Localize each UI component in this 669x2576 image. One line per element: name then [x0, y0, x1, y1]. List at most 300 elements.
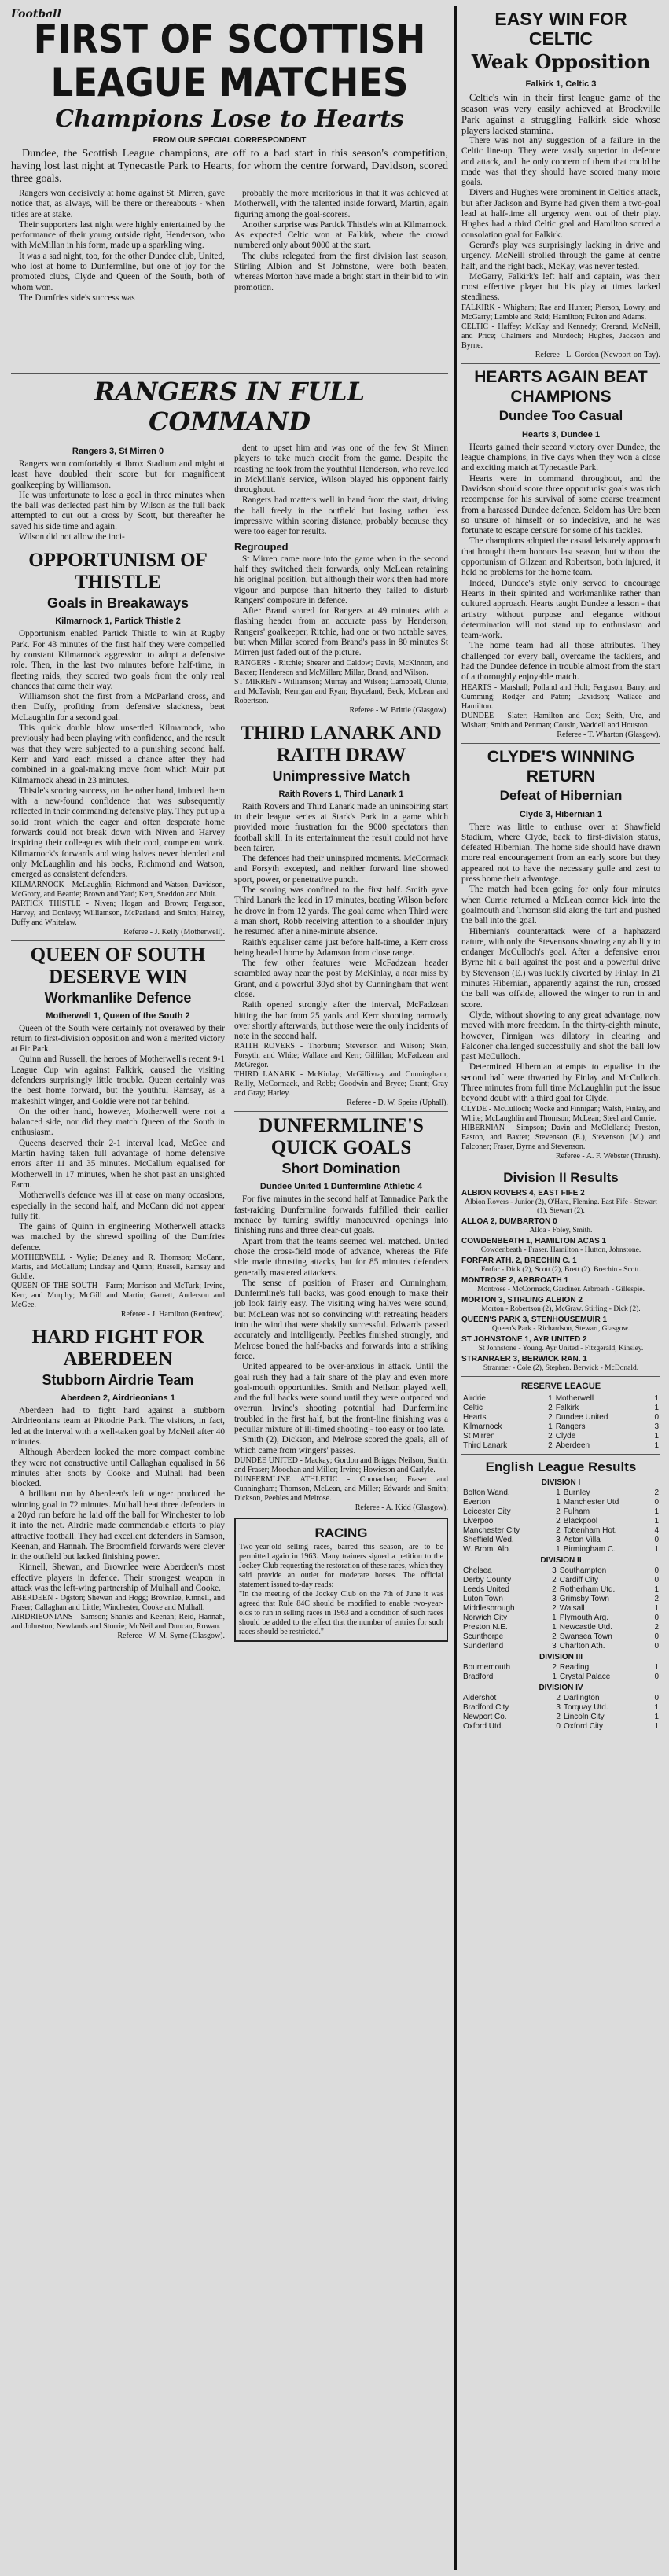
score-cell: 2 — [552, 1603, 557, 1613]
team-cell: Torquay Utd. — [563, 1702, 608, 1712]
rangers-para: He was unfortunate to lose a goal in three minutes when the ball was deflected past him by Wilson as the full back attempted to cut out a cross by Scott, but thereafter he saved his side time and again. — [11, 490, 225, 532]
team-cell: Leeds United — [463, 1584, 509, 1594]
score-cell: 2 — [556, 1507, 561, 1516]
aberdeen-referee: Referee - W. M. Syme (Glasgow). — [117, 1632, 225, 1641]
dunfermline-teams: DUNDEE UNITED - Mackay; Gordon and Briggs; Neilson, Smith, and Fraser; Moochan and Miller; Irvine; Howieson and Carlyle. — [234, 1455, 448, 1474]
table-row — [461, 1722, 660, 1731]
team-cell: Aberdeen — [555, 1441, 590, 1450]
team-cell: Burnley — [563, 1488, 590, 1497]
team-cell: Falkirk — [555, 1403, 579, 1412]
result-scorers: Forfar - Dick (2), Scott (2), Brett (2). Brechin - Scott. — [480, 1265, 641, 1274]
team-cell: Dundee United — [555, 1412, 608, 1422]
result-line: ALLOA 2, DUMBARTON 0 — [461, 1216, 557, 1226]
result-row — [461, 1296, 660, 1314]
hearts-teams: HEARTS - Marshall; Polland and Holt; Ferguson, Barry, and Cumming; Rodger and Paton; Davidson; Wallace and Hamilton. — [461, 683, 660, 711]
table-row — [461, 1595, 660, 1604]
score-cell: 2 — [654, 1594, 659, 1603]
celtic-teams: FALKIRK - Whigham; Rae and Hunter; Pierson, Lowry, and McGarry; Lambie and Reid; Hamilton; Fulton and Adams. — [461, 303, 660, 322]
score-cell: 2 — [654, 1488, 659, 1497]
raith-referee: Referee - D. W. Speirs (Uphall). — [347, 1098, 448, 1108]
result-line: ALBION ROVERS 4, EAST FIFE 2 — [461, 1188, 585, 1198]
team-cell: Airdrie — [463, 1393, 486, 1403]
score-cell: 4 — [654, 1525, 659, 1535]
team-cell: Reading — [559, 1662, 590, 1672]
left-column-area — [11, 20, 448, 2568]
result-row — [461, 1237, 660, 1255]
score-cell: 2 — [548, 1412, 553, 1422]
score-cell: 1 — [552, 1613, 557, 1622]
hearts-score: Hearts 3, Dundee 1 — [521, 429, 601, 440]
team-cell: Southampton — [559, 1566, 607, 1575]
team-cell: Sunderland — [463, 1641, 504, 1650]
celtic-teams: CELTIC - Haffey; McKay and Kennedy; Crerand, McNeill, and Price; Chalmers and Murdoch; Hughes, Jackson and Byrne. — [461, 322, 660, 350]
team-cell: Derby County — [463, 1575, 512, 1584]
aberdeen-para: Aberdeen had to fight hard against a stubborn Airdrieonians team at Pittodrie Park. The visitors, in fact, led at the interval with a well-taken goal by McNeil after 40 minutes. — [11, 1406, 225, 1447]
div2-results — [461, 1189, 660, 1373]
team-cell: Preston N.E. — [463, 1622, 508, 1632]
team-cell: Fulham — [563, 1507, 590, 1516]
clyde-headline: CLYDE'S WINNING RETURN — [487, 747, 635, 786]
score-cell: 3 — [556, 1702, 561, 1712]
team-cell: Tottenham Hot. — [563, 1525, 617, 1535]
score-cell: 0 — [654, 1566, 659, 1575]
main-para: It was a sad night, too, for the other Dundee club, United, who lost at home to Dunfermline, but one of joy for the promoted clubs, Clyde and Queen of the South, both of whom won. — [11, 251, 225, 293]
team-cell: Grimsby Town — [559, 1594, 609, 1603]
team-cell: Newport Co. — [463, 1712, 507, 1721]
english-headline: English League Results — [485, 1459, 637, 1474]
team-cell: Charlton Ath. — [559, 1641, 605, 1650]
score-cell: 3 — [552, 1641, 557, 1650]
score-cell: 1 — [654, 1441, 659, 1450]
celtic-score: Falkirk 1, Celtic 3 — [525, 79, 597, 89]
team-cell: Manchester Utd — [563, 1497, 619, 1507]
score-cell: 1 — [548, 1393, 553, 1403]
result-line: MONTROSE 2, ARBROATH 1 — [461, 1275, 569, 1285]
table-row — [461, 1614, 660, 1623]
celtic-para: There was not any suggestion of a failure in the Celtic line-up. They were vastly superior in defence and attack, and the only concern of them that could be made was that they should have scored many more goals. — [461, 136, 660, 188]
score-cell: 3 — [552, 1566, 557, 1575]
score-cell: 1 — [654, 1702, 659, 1712]
team-cell: Everton — [463, 1497, 491, 1507]
score-cell: 0 — [654, 1497, 659, 1507]
english-div2-title: DIVISION II — [540, 1555, 582, 1565]
english-div1-title: DIVISION I — [541, 1478, 581, 1487]
dunfermline-para: Apart from that the teams seemed well matched. United chose the cross-field mode of advance, whereas the Fife side made thrusting attacks, but for 85 minutes defenders generally mastered attackers. — [234, 1236, 448, 1278]
aberdeen-para: Kinnell, Shewan, and Brownlee were Aberdeen's most effective players in defence. Their strongest weapon in attack was the left-wing partnership of Mulhall and Cooke. — [11, 1562, 225, 1594]
raith-para: Raith's equaliser came just before half-time, a Kerr cross being headed home by Adamson from close range. — [234, 937, 448, 958]
score-cell: 0 — [654, 1672, 659, 1681]
racing-box — [234, 1518, 448, 1642]
score-cell: 1 — [548, 1422, 553, 1431]
score-cell: 3 — [556, 1535, 561, 1544]
thistle-teams: KILMARNOCK - McLaughlin; Richmond and Watson; Davidson, McGrory, and Beattie; Brown and Yard; Kerr, Sneddon and Muir. — [11, 880, 225, 899]
queen-teams: QUEEN OF THE SOUTH - Farm; Morrison and McTurk; Irvine, Kerr, and Murphy; McGill and Martin; Garrett, Anderson and McGee. — [11, 1282, 225, 1310]
queen-para: Motherwell's defence was ill at ease on many occasions, especially in the second half, and McCann did not appear fully fit. — [11, 1190, 225, 1221]
table-row — [461, 1545, 660, 1555]
racing-para: "In the meeting of the Jockey Club on the 7th of June it was agreed that Rule 84C should be modified to enable two-year-olds to run in selling races in 1963 and a condition of such races should be added to the effect that the number of entries for such races should be restricted." — [239, 1589, 443, 1636]
main-intro: Dundee, the Scottish League champions, are off to a bad start in this season's competition, having lost last night at Tynecastle Park to Hearts, for whom the centre forward, Davidson, scored three goals. — [11, 148, 448, 185]
queen-teams: MOTHERWELL - Wylie; Delaney and R. Thomson; McCann, Martis, and McCallum; Lindsay and Quinn; Russell, Ramsay and Goldie. — [11, 1253, 225, 1282]
clyde-para: Clyde, without showing to any great advantage, now moved with more freedom. In the thirty-eighth minute, however, Finnigan was dilatory in clearing and Falconer challenged successfully and shot the ball low past McCulloch. — [461, 1010, 660, 1062]
aberdeen-headline: HARD FIGHT FOR ABERDEEN — [31, 1327, 204, 1371]
score-cell: 1 — [654, 1516, 659, 1525]
result-line: QUEEN'S PARK 3, STENHOUSEMUIR 1 — [461, 1315, 607, 1324]
score-cell: 2 — [556, 1525, 561, 1535]
table-row — [461, 1703, 660, 1713]
main-deck: Champions Lose to Hearts — [55, 105, 404, 133]
score-cell: 2 — [548, 1403, 553, 1412]
score-cell: 1 — [654, 1584, 659, 1594]
table-row — [461, 1404, 660, 1413]
team-cell: Kilmarnock — [463, 1422, 502, 1431]
team-cell: Swansea Town — [559, 1632, 612, 1641]
thistle-para: Opportunism enabled Partick Thistle to win at Rugby Park. For 43 minutes of the first half they were compelled by constant Kilmarnock aggression to adopt a defensive role. Then, in the last two minutes before half-time, in fleeting raids, they scored two goals from the only real chances that came their way. — [11, 629, 225, 691]
team-cell: Aston Villa — [563, 1535, 601, 1544]
dunfermline-para: The sense of position of Fraser and Cunningham, Dunfermline's full backs, was good enough to make their job look fairly easy. The visiting wing halves were sound, but McLean was not so convincing with retreating headers into the wind that were shakily successful. Edwards passed accurately and intelligently. Peebles finished strongly, and Melrose boned the half-backs and forwards into a striking force. — [234, 1278, 448, 1361]
racing-headline: RACING — [314, 1525, 368, 1540]
result-line: ST JOHNSTONE 1, AYR UNITED 2 — [461, 1334, 587, 1344]
team-cell: Aldershot — [463, 1693, 497, 1702]
dunfermline-teams: DUNFERMLINE ATHLETIC - Connachan; Fraser and Cunningham; Thomson, McLean, and Miller; Edwards and Smith; Dickson, Peebles and Melrose. — [234, 1474, 448, 1503]
clyde-teams: CLYDE - McCulloch; Wocke and Finnigan; Walsh, Finlay, and White; McLaughlin and Thomson; McLean; Steel and Currie. — [461, 1104, 660, 1123]
rangers-para: Rangers won comfortably at Ibrox Stadium and might at least have doubled their score but for magnificent goalkeeping by Williamson. — [11, 459, 225, 490]
divider — [461, 743, 660, 744]
table-row — [461, 1585, 660, 1595]
score-cell: 1 — [654, 1431, 659, 1441]
raith-score: Raith Rovers 1, Third Lanark 1 — [278, 789, 404, 799]
team-cell: Bradford — [463, 1672, 494, 1681]
rangers-score: Rangers 3, St Mirren 0 — [72, 447, 164, 456]
result-row — [461, 1257, 660, 1275]
result-line: STRANRAER 3, BERWICK RAN. 1 — [461, 1354, 587, 1363]
table-row — [461, 1441, 660, 1451]
score-cell: 1 — [654, 1603, 659, 1613]
main-headline: FIRST OF SCOTTISH LEAGUE MATCHES — [33, 20, 426, 106]
score-cell: 1 — [552, 1672, 557, 1681]
rangers-para: Rangers had matters well in hand from the start, driving the ball freely in the outfield but losing rather less impressive within scoring distance, probably because they were too eager for results. — [234, 495, 448, 537]
celtic-headline: EASY WIN FOR CELTIC — [494, 9, 627, 49]
score-cell: 0 — [654, 1632, 659, 1641]
table-row — [461, 1604, 660, 1614]
team-cell: Blackpool — [563, 1516, 598, 1525]
queen-score: Motherwell 1, Queen of the South 2 — [46, 1010, 190, 1021]
clyde-para: Determined Hibernian attempts to equalise in the second half were thwarted by Finlay and McCulloch. Three minutes from full time McLaughlin put the issue beyond doubt with a third goal for Clyde. — [461, 1062, 660, 1104]
score-cell: 0 — [654, 1535, 659, 1544]
thistle-subhead: Goals in Breakaways — [46, 595, 189, 612]
divider — [461, 1454, 660, 1455]
thistle-teams: PARTICK THISTLE - Niven; Hogan and Brown; Ferguson, Harvey, and Donlevy; Williamson, McParland, and Smith; Hainey, Duffy and Whitelaw. — [11, 899, 225, 927]
aberdeen-teams: AIRDRIEONIANS - Samson; Shanks and Keenan; Reid, Hannah, and Johnston; Newlands and Storrie; McNeil and Duncan, Rowan. — [11, 1613, 225, 1632]
lower-area — [11, 443, 448, 2441]
result-line: COWDENBEATH 1, HAMILTON ACAS 1 — [461, 1236, 607, 1246]
result-scorers: Cowdenbeath - Fraser. Hamilton - Hutton, Johnstone. — [480, 1246, 641, 1254]
clyde-referee: Referee - A. F. Webster (Thrush). — [555, 1151, 660, 1161]
main-byline: FROM OUR SPECIAL CORRESPONDENT — [153, 136, 307, 145]
aberdeen-subhead: Stubborn Airdrie Team — [42, 1372, 194, 1389]
dunfermline-score: Dundee United 1 Dunfermline Athletic 4 — [259, 1182, 423, 1192]
table-row — [461, 1642, 660, 1651]
rangers-para: Wilson did not allow the inci- — [19, 532, 125, 543]
clyde-para: The match had been going for only four minutes when Currie returned a McLean corner kick into the goalmouth and Thomson slid along the turf and pushed the ball into the goal. — [461, 885, 660, 926]
result-row — [461, 1335, 660, 1353]
team-cell: Luton Town — [463, 1594, 503, 1603]
queen-headline: QUEEN OF SOUTH DESERVE WIN — [30, 944, 206, 988]
team-cell: Newcastle Utd. — [559, 1622, 612, 1632]
team-cell: Celtic — [463, 1403, 483, 1412]
hearts-teams: DUNDEE - Slater; Hamilton and Cox; Seith, Ure, and Wishart; Smith and Penman; Cousin, Waddell and Houston. — [461, 711, 660, 730]
score-cell: 2 — [548, 1441, 553, 1450]
rangers-referee: Referee - W. Brittle (Glasgow). — [349, 705, 448, 715]
main-col-1 — [11, 189, 225, 304]
celtic-referee: Referee - L. Gordon (Newport-on-Tay). — [535, 350, 660, 359]
table-row — [461, 1536, 660, 1545]
team-cell: Rangers — [555, 1422, 586, 1431]
result-row — [461, 1316, 660, 1334]
clyde-subhead: Defeat of Hibernian — [499, 787, 623, 803]
raith-para: Raith opened strongly after the interval, McFadzean hitting the bar from 25 yards and Kerr shooting narrowly over shortly afterwards, but those were the only incidents of note in the second half. — [234, 1000, 448, 1042]
english-div3-table — [461, 1663, 660, 1682]
team-cell: Walsall — [559, 1603, 585, 1613]
result-scorers: Alloa - Foley, Smith. — [529, 1226, 593, 1235]
team-cell: Cardiff City — [559, 1575, 599, 1584]
table-row — [461, 1713, 660, 1722]
table-row — [461, 1576, 660, 1585]
table-row — [461, 1632, 660, 1642]
hearts-subhead: Dundee Too Casual — [498, 407, 623, 423]
score-cell: 2 — [552, 1632, 557, 1641]
score-cell: 2 — [556, 1693, 561, 1702]
score-cell: 1 — [654, 1403, 659, 1412]
divider — [234, 1111, 448, 1112]
lower-col-2 — [234, 443, 448, 1647]
score-cell: 1 — [556, 1488, 561, 1497]
table-row — [461, 1623, 660, 1632]
raith-headline: THIRD LANARK AND RAITH DRAW — [241, 722, 442, 766]
team-cell: Hearts — [463, 1412, 487, 1422]
main-para: The clubs relegated from the first division last season, Stirling Albion and St Johnstone, were both beaten, whereas Morton have made a bright start in their bid to win promotion. — [234, 251, 448, 293]
result-scorers: St Johnstone - Young. Ayr United - Fitzgerald, Kinsley. — [478, 1344, 644, 1352]
table-row — [461, 1694, 660, 1703]
team-cell: Scunthorpe — [463, 1632, 504, 1641]
hearts-para: Indeed, Dundee's style only served to encourage Hearts in their spirited and workmanlike rather than cultured approach. Hearts taught Dundee a lesson - that artistry without purpose and elegance without determination will not stand up to enthusiasm and team-work. — [461, 578, 660, 641]
result-row — [461, 1276, 660, 1294]
lower-col-1 — [11, 443, 225, 1641]
score-cell: 2 — [556, 1712, 561, 1721]
raith-para: The defences had their uninspired moments. McCormack and Forsyth excepted, and neither forward line showed sport, power, or penetrative punch. — [234, 854, 448, 885]
thistle-para: Williamson shot the first from a McParland cross, and then Duffy, profiting from defensive slackness, beat McLaughlin for a second goal. — [11, 692, 225, 723]
score-cell: 1 — [654, 1662, 659, 1672]
aberdeen-score: Aberdeen 2, Airdrieonians 1 — [61, 1393, 175, 1404]
score-cell: 0 — [654, 1575, 659, 1584]
raith-para: The scoring was confined to the first half. Smith gave Third Lanark the lead in 17 minutes, beating Wilson before he drove in from 12 yards. The goal came when Third were a man short, Robb receiving attention to a shoulder injury he resumed after a nine-minute absence. — [234, 885, 448, 937]
rangers-subhead: Regrouped — [234, 540, 289, 553]
dunfermline-referee: Referee - A. Kidd (Glasgow). — [355, 1503, 448, 1512]
clyde-score: Clyde 3, Hibernian 1 — [519, 809, 603, 819]
queen-subhead: Workmanlike Defence — [44, 989, 192, 1006]
result-row — [461, 1217, 660, 1235]
main-para: probably the more meritorious in that it was achieved at Motherwell, with the talented inside forward, Martin, again figuring among the goal-scorers. — [234, 189, 448, 219]
table-row — [461, 1489, 660, 1498]
rangers-para: dent to upset him and was one of the few St Mirren players to take much credit from the game. Despite the roasting he took from the youthful Henderson, who revelled in McMillan's service, Wilson played his opponent fairly throughout. — [234, 443, 448, 495]
team-cell: Sheffield Wed. — [463, 1535, 514, 1544]
team-cell: Middlesbrough — [463, 1603, 515, 1613]
celtic-para: Divers and Hughes were prominent in Celtic's attack, but after Jackson and Byrne had given them a two-goal lead at half-time all urgency went out of their play. Hughes had a third Celtic goal and Hamilton scored a consolation goal for Falkirk. — [461, 188, 660, 240]
team-cell: Leicester City — [463, 1507, 511, 1516]
main-para: Rangers won decisively at home against St. Mirren, gave notice that, as always, will be there or thereabouts - when titles are at stake. — [11, 189, 225, 219]
table-row — [461, 1507, 660, 1517]
thistle-para: Thistle's scoring success, on the other hand, imbued them with a new-found confidence that was subsequently reflected in their commanding defensive play. They put up a solid front which the eager and often desperate home forwards could not break down with Niven and Harvey inspiring their colleagues with their cool, competent work. Kilmarnock's forwards and wing halves never blended and only McLaughlin and his backs, Richmond and Watson, emerged as consistent defenders. — [11, 786, 225, 880]
team-cell: Darlington — [563, 1693, 600, 1702]
team-cell: Bournemouth — [463, 1662, 511, 1672]
table-row — [461, 1432, 660, 1441]
result-line: MORTON 3, STIRLING ALBION 2 — [461, 1295, 583, 1305]
score-cell: 2 — [556, 1516, 561, 1525]
clyde-para: Hibernian's counterattack were of a haphazard nature, with only the Stevensons showing any ability to endanger McCulloch's goal. After a defensive error Byrne hit a ball against the post and a powerful drive by Stevenson (E.) was luckily diverted by Finlay. In 21 minutes Hibernian, apparently against the run, crossed the ball was offside, allowed the winger to run in and score. — [461, 926, 660, 1010]
section-label: Football — [11, 8, 61, 20]
score-cell: 3 — [552, 1594, 557, 1603]
english-div4-title: DIVISION IV — [539, 1683, 583, 1692]
score-cell: 2 — [552, 1662, 557, 1672]
english-div1-table — [461, 1489, 660, 1555]
table-row — [461, 1663, 660, 1673]
raith-teams: RAITH ROVERS - Thorburn; Stevenson and Wilson; Stein, Forsyth, and White; Wallace and Kerr; Gilfillan; McFadzean and McGregor. — [234, 1042, 448, 1070]
team-cell: Crystal Palace — [559, 1672, 611, 1681]
right-column — [454, 6, 660, 2570]
team-cell: Oxford City — [563, 1721, 603, 1731]
team-cell: Liverpool — [463, 1516, 495, 1525]
team-cell: Manchester City — [463, 1525, 520, 1535]
celtic-subhead: Weak Opposition — [471, 50, 651, 73]
table-row — [461, 1394, 660, 1404]
reserve-headline: RESERVE LEAGUE — [520, 1381, 601, 1391]
dunfermline-para: For five minutes in the second half at Tannadice Park the fast-raiding Dunfermline forwards fulfilled their earlier menace by turning swiftly manoeuvred openings into finishing runs and three clear-cut goals. — [234, 1194, 448, 1236]
reserve-table — [461, 1394, 660, 1451]
score-cell: 0 — [556, 1721, 561, 1731]
aberdeen-para: A brilliant run by Aberdeen's left winger produced the winning goal in 72 minutes. Mulhall beat three defenders in a 20yd run before he laid off the ball for Winchester to lob it into the net. Airdrie made commendable efforts to play attractive football. They had excellent defenders in Samson, Keenan, and Hannah. The Broomfield forwards were clever in the outfield but lacked finishing power. — [11, 1489, 225, 1562]
main-para: Another surprise was Partick Thistle's win at Kilmarnock. As expected Celtic won at Falkirk, where the crowd numbered only about 9000 at the start. — [234, 219, 448, 251]
raith-para: The few other features were McFadzean header scrambled away near the post by McKinlay, a near miss by Grant, and a powerful 30yd shot by Cunningham that went close. — [234, 959, 448, 999]
table-row — [461, 1566, 660, 1576]
score-cell: 0 — [654, 1693, 659, 1702]
score-cell: 3 — [654, 1422, 659, 1431]
thistle-referee: Referee - J. Kelly (Motherwell). — [123, 927, 225, 937]
result-scorers: Stranraer - Cole (2), Stephen. Berwick - McDonald. — [483, 1363, 639, 1372]
team-cell: Motherwell — [555, 1393, 594, 1403]
team-cell: Lincoln City — [563, 1712, 605, 1721]
score-cell: 1 — [556, 1544, 561, 1554]
result-line: FORFAR ATH. 2, BRECHIN C. 1 — [461, 1256, 577, 1265]
score-cell: 1 — [654, 1712, 659, 1721]
score-cell: 1 — [556, 1497, 561, 1507]
thistle-para: This quick double blow unsettled Kilmarnock, who previously had been playing with confidence, and the result was that they were subjected to a punishing second half. Kerr and Yard each missed a chance after they had combined in a goal-making move from which Muir put Kilmarnock ahead in 23 minutes. — [11, 723, 225, 786]
result-scorers: Albion Rovers - Junior (2), O'Hara, Fleming. East Fife - Stewart (1), Stewart (2). — [465, 1198, 657, 1215]
main-para: The Dumfries side's success was — [19, 293, 135, 303]
result-scorers: Queen's Park - Richardson, Stewart, Glasgow. — [491, 1324, 630, 1333]
dunfermline-para: Smith (2), Dickson, and Melrose scored the goals, all of which came from wingers' passes. — [234, 1435, 448, 1455]
table-row — [461, 1526, 660, 1536]
hearts-para: Hearts gained their second victory over Dundee, the league champions, in five days when they won a close and exciting match at Tynecastle Park. — [461, 442, 660, 473]
table-row — [461, 1517, 660, 1526]
score-cell: 1 — [654, 1507, 659, 1516]
english-div2-table — [461, 1566, 660, 1651]
team-cell: Bolton Wand. — [463, 1488, 510, 1497]
main-para: Their supporters last night were highly entertained by the performance of their young outside right, Henderson, who with McMillan in his form, made up a sparkling wing. — [11, 219, 225, 251]
score-cell: 2 — [552, 1575, 557, 1584]
rangers-para: St Mirren came more into the game when in the second half they switched their forwards, only McLean retaining his original position, but although their work then had more vigour and purpose than hitherto they failed to disturb Rangers' composure in defence. — [234, 554, 448, 605]
divider — [11, 373, 448, 374]
divider — [461, 1376, 660, 1377]
rangers-headline: RANGERS IN FULL COMMAND — [94, 377, 366, 436]
score-cell: 2 — [548, 1431, 553, 1441]
hearts-para: The home team had all those attributes. They challenged for every ball, overcame the tacklers, and had the Dundee defence in trouble almost from the start of a thoroughly enjoyable match. — [461, 641, 660, 683]
hearts-para: The champions adopted the casual leisurely approach that brought them honours last season, but without the opportunism of Gilzean and Robertson, both injured, it held no problems for the home team. — [461, 536, 660, 578]
celtic-para: McGarry, Falkirk's left half and captain, was their most effective player but his play at times lacked steadiness. — [461, 271, 660, 303]
hearts-referee: Referee - T. Wharton (Glasgow). — [557, 730, 660, 739]
celtic-para: Gerard's play was surprisingly lacking in drive and urgency. McNeill strolled through the game at centre half, and the right back, McKay, was never tested. — [461, 240, 660, 271]
team-cell: Norwich City — [463, 1613, 508, 1622]
score-cell: 0 — [654, 1613, 659, 1622]
queen-referee: Referee - J. Hamilton (Renfrew). — [120, 1310, 225, 1319]
queen-para: On the other hand, however, Motherwell were not a balanced side, nor did they match Queen of the South in enthusiasm. — [11, 1106, 225, 1138]
table-row — [461, 1422, 660, 1432]
team-cell: Chelsea — [463, 1566, 492, 1575]
clyde-teams: HIBERNIAN - Simpson; Davin and McClelland; Preston, Easton, and Baxter; Stevenson (E.), Stevenson (M.) and Falconer; Fraser, Byrne and Stevenson. — [461, 1123, 660, 1151]
rangers-teams: RANGERS - Ritchie; Shearer and Caldow; Davis, McKinnon, and Baxter; Henderson and McMillan; Millar, Brand, and Wilson. — [234, 658, 448, 677]
racing-para: Two-year-old selling races, barred this season, are to be permitted again in 1963. Many trainers signed a petition to the Jockey Club requesting the restoration of these races, which they said provide an outlet for moderate horses. The official statement issued to-day reads: — [239, 1542, 443, 1589]
score-cell: 2 — [552, 1584, 557, 1594]
score-cell: 1 — [654, 1544, 659, 1554]
score-cell: 1 — [552, 1622, 557, 1632]
divider — [461, 363, 660, 364]
dunfermline-para: United appeared to be over-anxious in attack. Until the goal rush they had a fair share of the play and even more goal-mouth opportunities. Smith and Neilson played well, and the full backs were sound until they were outpaced and overrun. Irvine's shooting potential had Dunfermline troubled in the first half, but the front-line finishing was a peculiar mixture of ill-timed shooting - too easy or too late. — [234, 1362, 448, 1434]
team-cell: St Mirren — [463, 1431, 495, 1441]
result-scorers: Montrose - McCormack, Gardiner. Arbroath - Gillespie. — [477, 1285, 645, 1294]
aberdeen-teams: ABERDEEN - Ogston; Shewan and Hogg; Brownlee, Kinnell, and Fraser; Callaghan and Little; Winchester, Cooke and Mulhall. — [11, 1594, 225, 1613]
clyde-para: There was little to enthuse over at Shawfield Stadium, where Clyde, back to first-division status, defeated Hibernian. The home side should have drawn more real encouragement from an early score but they appeared not to have the necessary guile and zest to press home their advantage. — [461, 822, 660, 885]
rangers-para: After Brand scored for Rangers at 49 minutes with a flashing header from an accurate pass by Henderson, Rangers' goalkeeper, Ritchie, had one or two notable saves, but when Millar scored from Brand's pass in 80 minutes St Mirren just faded out of the picture. — [234, 606, 448, 658]
raith-subhead: Unimpressive Match — [272, 767, 410, 784]
result-row — [461, 1189, 660, 1216]
team-cell: W. Brom. Alb. — [463, 1544, 511, 1554]
score-cell: 0 — [654, 1412, 659, 1422]
aberdeen-para: Although Aberdeen looked the more compact combine they were not constructive until Callaghan equalised in 56 minutes after shots by Cooke and Mulhall had been blocked. — [11, 1448, 225, 1489]
rangers-teams: ST MIRREN - Williamson; Murray and Wilson; Campbell, Clunie, and McTavish; Kerrigan and Ryan; Bryceland, Beck, McLean and Robertson. — [234, 677, 448, 705]
dunfermline-headline: DUNFERMLINE'S QUICK GOALS — [259, 1115, 424, 1159]
queen-para: The gains of Quinn in engineering Motherwell attacks was matched by the shrewd spoiling of the Dumfries defence. — [11, 1222, 225, 1253]
score-cell: 2 — [654, 1622, 659, 1632]
team-cell: Rotherham Utd. — [559, 1584, 616, 1594]
divider — [11, 940, 225, 941]
thistle-score: Kilmarnock 1, Partick Thistle 2 — [55, 616, 181, 627]
table-row — [461, 1413, 660, 1422]
score-cell: 1 — [654, 1721, 659, 1731]
queen-para: Queen of the South were certainly not overawed by their return to first-division opposition and won a merited victory at Fir Park. — [11, 1023, 225, 1054]
team-cell: Third Lanark — [463, 1441, 508, 1450]
celtic-para: Celtic's win in their first league game of the season was very easily achieved at Brockville Park against a struggling Falkirk side whose players lacked stamina. — [461, 92, 660, 136]
thistle-headline: OPPORTUNISM OF THISTLE — [28, 550, 208, 594]
main-body — [11, 189, 448, 370]
hearts-para: Hearts were in command throughout, and the Davidson should score three opportunist goals was rich recompense for his survival of some coarse treatment from a harassed Dundee defence. Seldom has Ure been so unsure of himself or so indecisive, and he was fortunate to escape censure for some of his tackles. — [461, 473, 660, 536]
queen-para: Quinn and Russell, the heroes of Motherwell's recent 9-1 League Cup win against Falkirk, caused the visiting defenders surprisingly little trouble. Queen certainly was the best home forward, but the youthful Ramsay, as a makeshift winger, and Goldie were not far behind. — [11, 1054, 225, 1106]
table-row — [461, 1498, 660, 1507]
hearts-headline: HEARTS AGAIN BEAT CHAMPIONS — [474, 367, 648, 406]
raith-para: Raith Rovers and Third Lanark made an uninspiring start to their league series at Stark's Park in a game which provided more frustration for the 9000 spectators than football skill. In its entertainment the result could not have been fairer. — [234, 801, 448, 853]
team-cell: Oxford Utd. — [463, 1721, 504, 1731]
score-cell: 0 — [654, 1641, 659, 1650]
queen-para: Queens deserved their 2-1 interval lead, McGee and Martin having taken full advantage of home defensive errors after 11 and 35 minutes. McCallum equalised for Motherwell in 17 minutes, when he shot past an unsighted Farm. — [11, 1138, 225, 1190]
score-cell: 1 — [654, 1393, 659, 1403]
team-cell: Birmingham C. — [563, 1544, 616, 1554]
